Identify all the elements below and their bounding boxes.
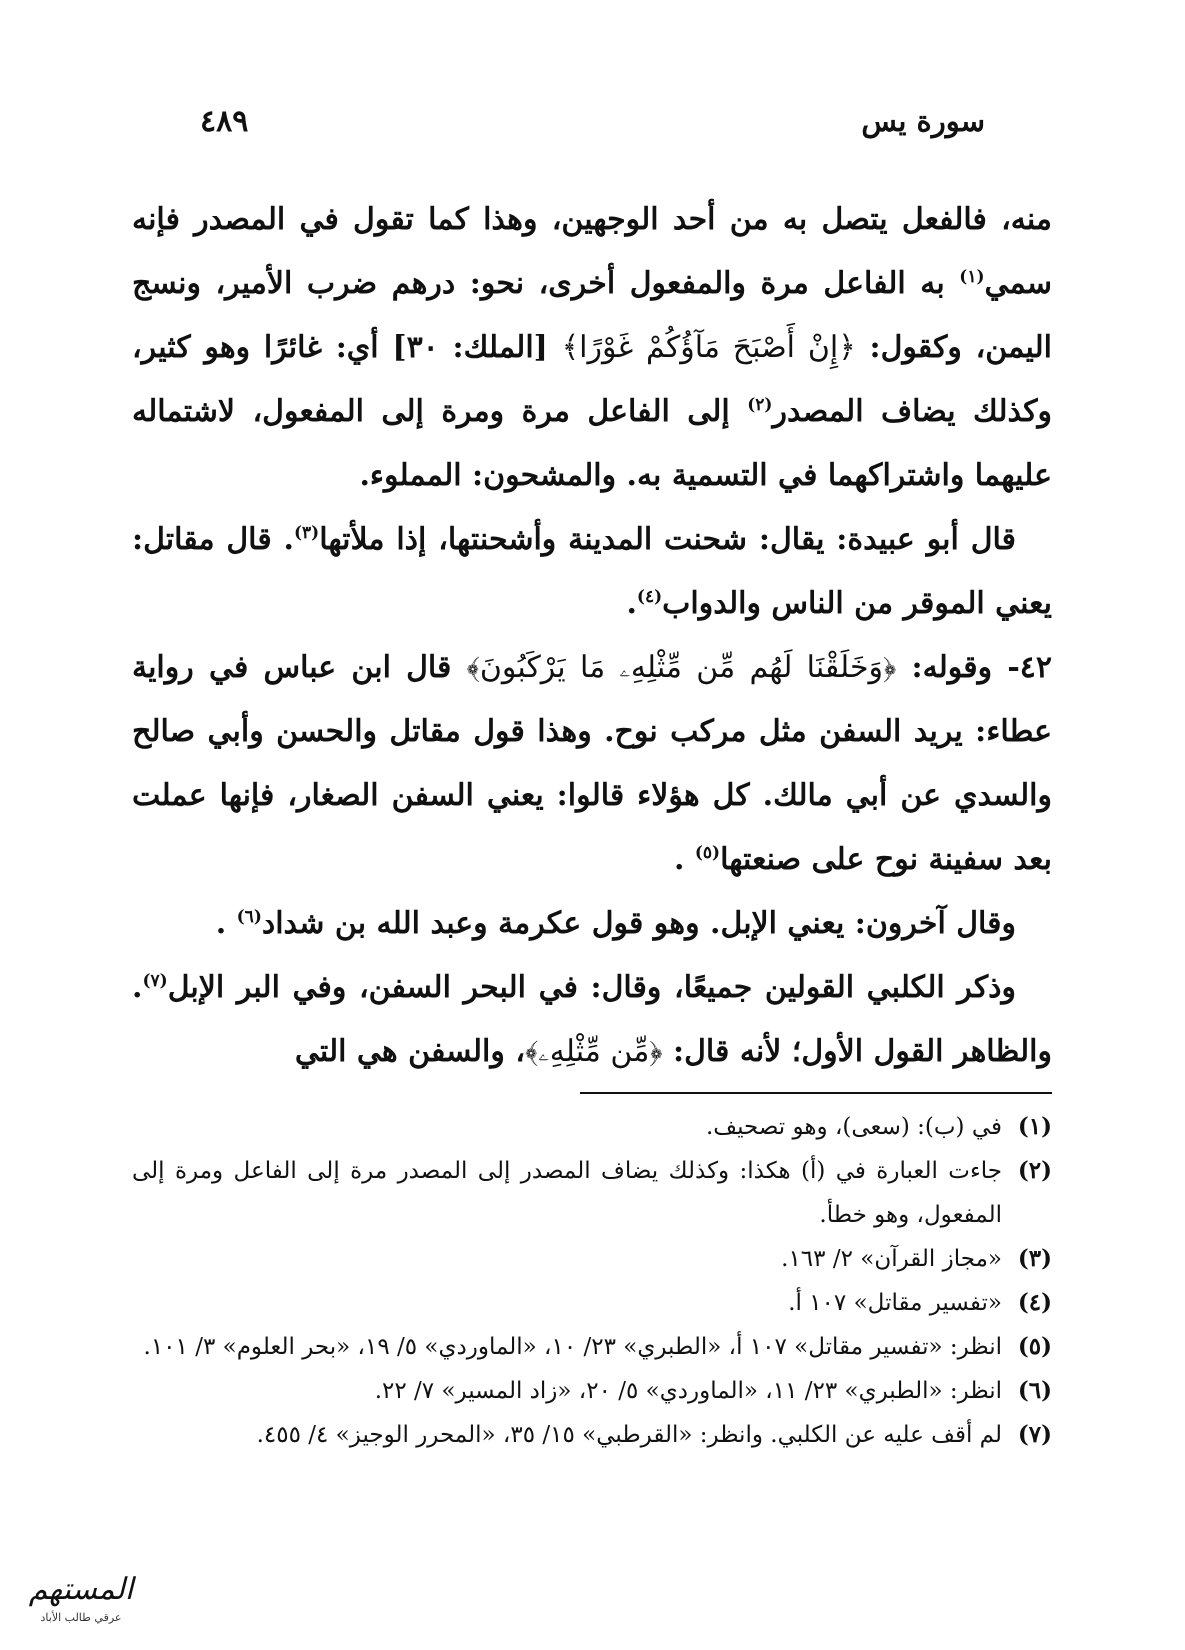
quran-quote: ﴿إِنْ أَصْبَحَ مَآؤُكُمْ غَوْرًا﴾ bbox=[561, 330, 856, 365]
footnote-ref[interactable]: (٧) bbox=[142, 971, 168, 991]
paragraph-1 bbox=[132, 188, 1052, 508]
text-segment: ٤٢- وقوله: bbox=[896, 650, 1053, 685]
footnote-divider bbox=[580, 1092, 1052, 1094]
text-segment: إلى الفاعل مرة ومرة إلى المفعول، لاشتماله عليهما واشتراكهما في التسمية به. والمشحون: المملوء. bbox=[132, 394, 1052, 493]
text-segment: قال ابن عباس في رواية عطاء: يريد السفن مثل مركب نوح. وهذا قول مقاتل والحسن وأبي صالح والسدي عن أبي مالك. كل هؤلاء قالوا: يعني السفن الصغار، فإنها عملت بعد سفينة نوح على صنعتها bbox=[132, 650, 1052, 877]
paragraph-2 bbox=[132, 508, 1052, 636]
footnote-text: في (ب): (سعى)، وهو تصحيف. bbox=[705, 1114, 1002, 1140]
text-segment: ، والسفن هي التي bbox=[294, 1034, 526, 1069]
footnote-5 bbox=[132, 1325, 1052, 1369]
logo-sub-text: عرقي طالب الأباد bbox=[40, 1611, 122, 1624]
footnote-4 bbox=[132, 1281, 1052, 1325]
surah-title: سورة يس bbox=[861, 104, 985, 138]
text-segment: وقال آخرون: يعني الإبل. وهو قول عكرمة وعبد الله بن شداد bbox=[261, 906, 1016, 941]
footnote-ref[interactable]: (٥) bbox=[694, 843, 721, 863]
footnote-number: (٦) bbox=[1017, 1377, 1052, 1404]
footnote-ref[interactable]: (٦) bbox=[236, 907, 262, 927]
footnote-7 bbox=[132, 1413, 1052, 1457]
footnote-number: (٧) bbox=[1017, 1421, 1052, 1448]
footnote-text: «تفسير مقاتل» ١٠٧ أ. bbox=[788, 1290, 1002, 1316]
page-header bbox=[200, 96, 985, 146]
footnote-number: (٥) bbox=[1017, 1333, 1052, 1360]
footnote-ref[interactable]: (١) bbox=[959, 267, 985, 287]
footnote-number: (٤) bbox=[1017, 1289, 1052, 1316]
main-text bbox=[132, 188, 1052, 1084]
footnote-6 bbox=[132, 1369, 1052, 1413]
page-number: ٤٨٩ bbox=[200, 103, 249, 139]
text-segment: . bbox=[673, 842, 695, 877]
paragraph-5 bbox=[132, 956, 1052, 1084]
footnote-ref[interactable]: (٢) bbox=[747, 395, 773, 415]
footnote-text: لم أقف عليه عن الكلبي. وانظر: «القرطبي» ١٥/ ٣٥، «المحرر الوجيز» ٤/ ٤٥٥. bbox=[256, 1422, 1002, 1448]
footnote-2 bbox=[132, 1149, 1052, 1237]
quran-quote: ﴿مِّن مِّثْلِهِۦ﴾ bbox=[525, 1034, 663, 1069]
footnote-text: انظر: «الطبري» ٢٣/ ١١، «الماوردي» ٥/ ٢٠، «زاد المسير» ٧/ ٢٢. bbox=[374, 1378, 1002, 1404]
text-segment: منه، فالفعل يتصل به من أحد الوجهين، وهذا كما تقول في المصدر فإنه سمي bbox=[132, 202, 1052, 301]
text-segment: قال أبو عبيدة: يقال: شحنت المدينة وأشحنتها، إذا ملأتها bbox=[319, 522, 1016, 557]
footnotes bbox=[132, 1105, 1052, 1457]
footnote-number: (١) bbox=[1017, 1113, 1052, 1140]
text-segment: [الملك: ٣٠] أي: غائرًا وهو كثير، وكذلك يضاف المصدر bbox=[132, 330, 1052, 429]
paragraph-4 bbox=[132, 892, 1052, 956]
text-segment: . قال مقاتل: يعني الموقر من الناس والدواب bbox=[132, 522, 1052, 621]
watermark-logo bbox=[6, 1570, 156, 1642]
logo-main-text: المستهم bbox=[28, 1572, 134, 1607]
footnote-3 bbox=[132, 1237, 1052, 1281]
footnote-ref[interactable]: (٣) bbox=[293, 523, 320, 543]
paragraph-3 bbox=[132, 636, 1052, 892]
text-segment: . bbox=[215, 906, 237, 941]
footnote-text: انظر: «تفسير مقاتل» ١٠٧ أ، «الطبري» ٢٣/ ١٠، «الماوردي» ٥/ ١٩، «بحر العلوم» ٣/ ١٠١. bbox=[143, 1334, 1002, 1360]
footnote-ref[interactable]: (٤) bbox=[636, 587, 663, 607]
text-segment: . bbox=[626, 586, 637, 621]
footnote-text: «مجاز القرآن» ٢/ ١٦٣. bbox=[781, 1246, 1002, 1272]
text-segment: وذكر الكلبي القولين جميعًا، وقال: في البحر السفن، وفي البر الإبل bbox=[167, 970, 1016, 1005]
quran-quote: ﴿وَخَلَقْنَا لَهُم مِّن مِّثْلِهِۦ مَا يَرْكَبُونَ﴾ bbox=[466, 650, 897, 685]
footnote-1 bbox=[132, 1105, 1052, 1149]
footnote-number: (٣) bbox=[1017, 1245, 1052, 1272]
footnote-text: جاءت العبارة في (أ) هكذا: وكذلك يضاف المصدر إلى المصدر مرة إلى الفاعل ومرة إلى المفعول، وهو خطأ. bbox=[132, 1158, 1002, 1228]
footnote-number: (٢) bbox=[1017, 1157, 1052, 1184]
text-segment: . والظاهر القول الأول؛ لأنه قال: bbox=[132, 970, 1052, 1069]
text-segment: به الفاعل مرة والمفعول أخرى، نحو: درهم ضرب الأمير، ونسج اليمن، وكقول: bbox=[132, 266, 1053, 365]
